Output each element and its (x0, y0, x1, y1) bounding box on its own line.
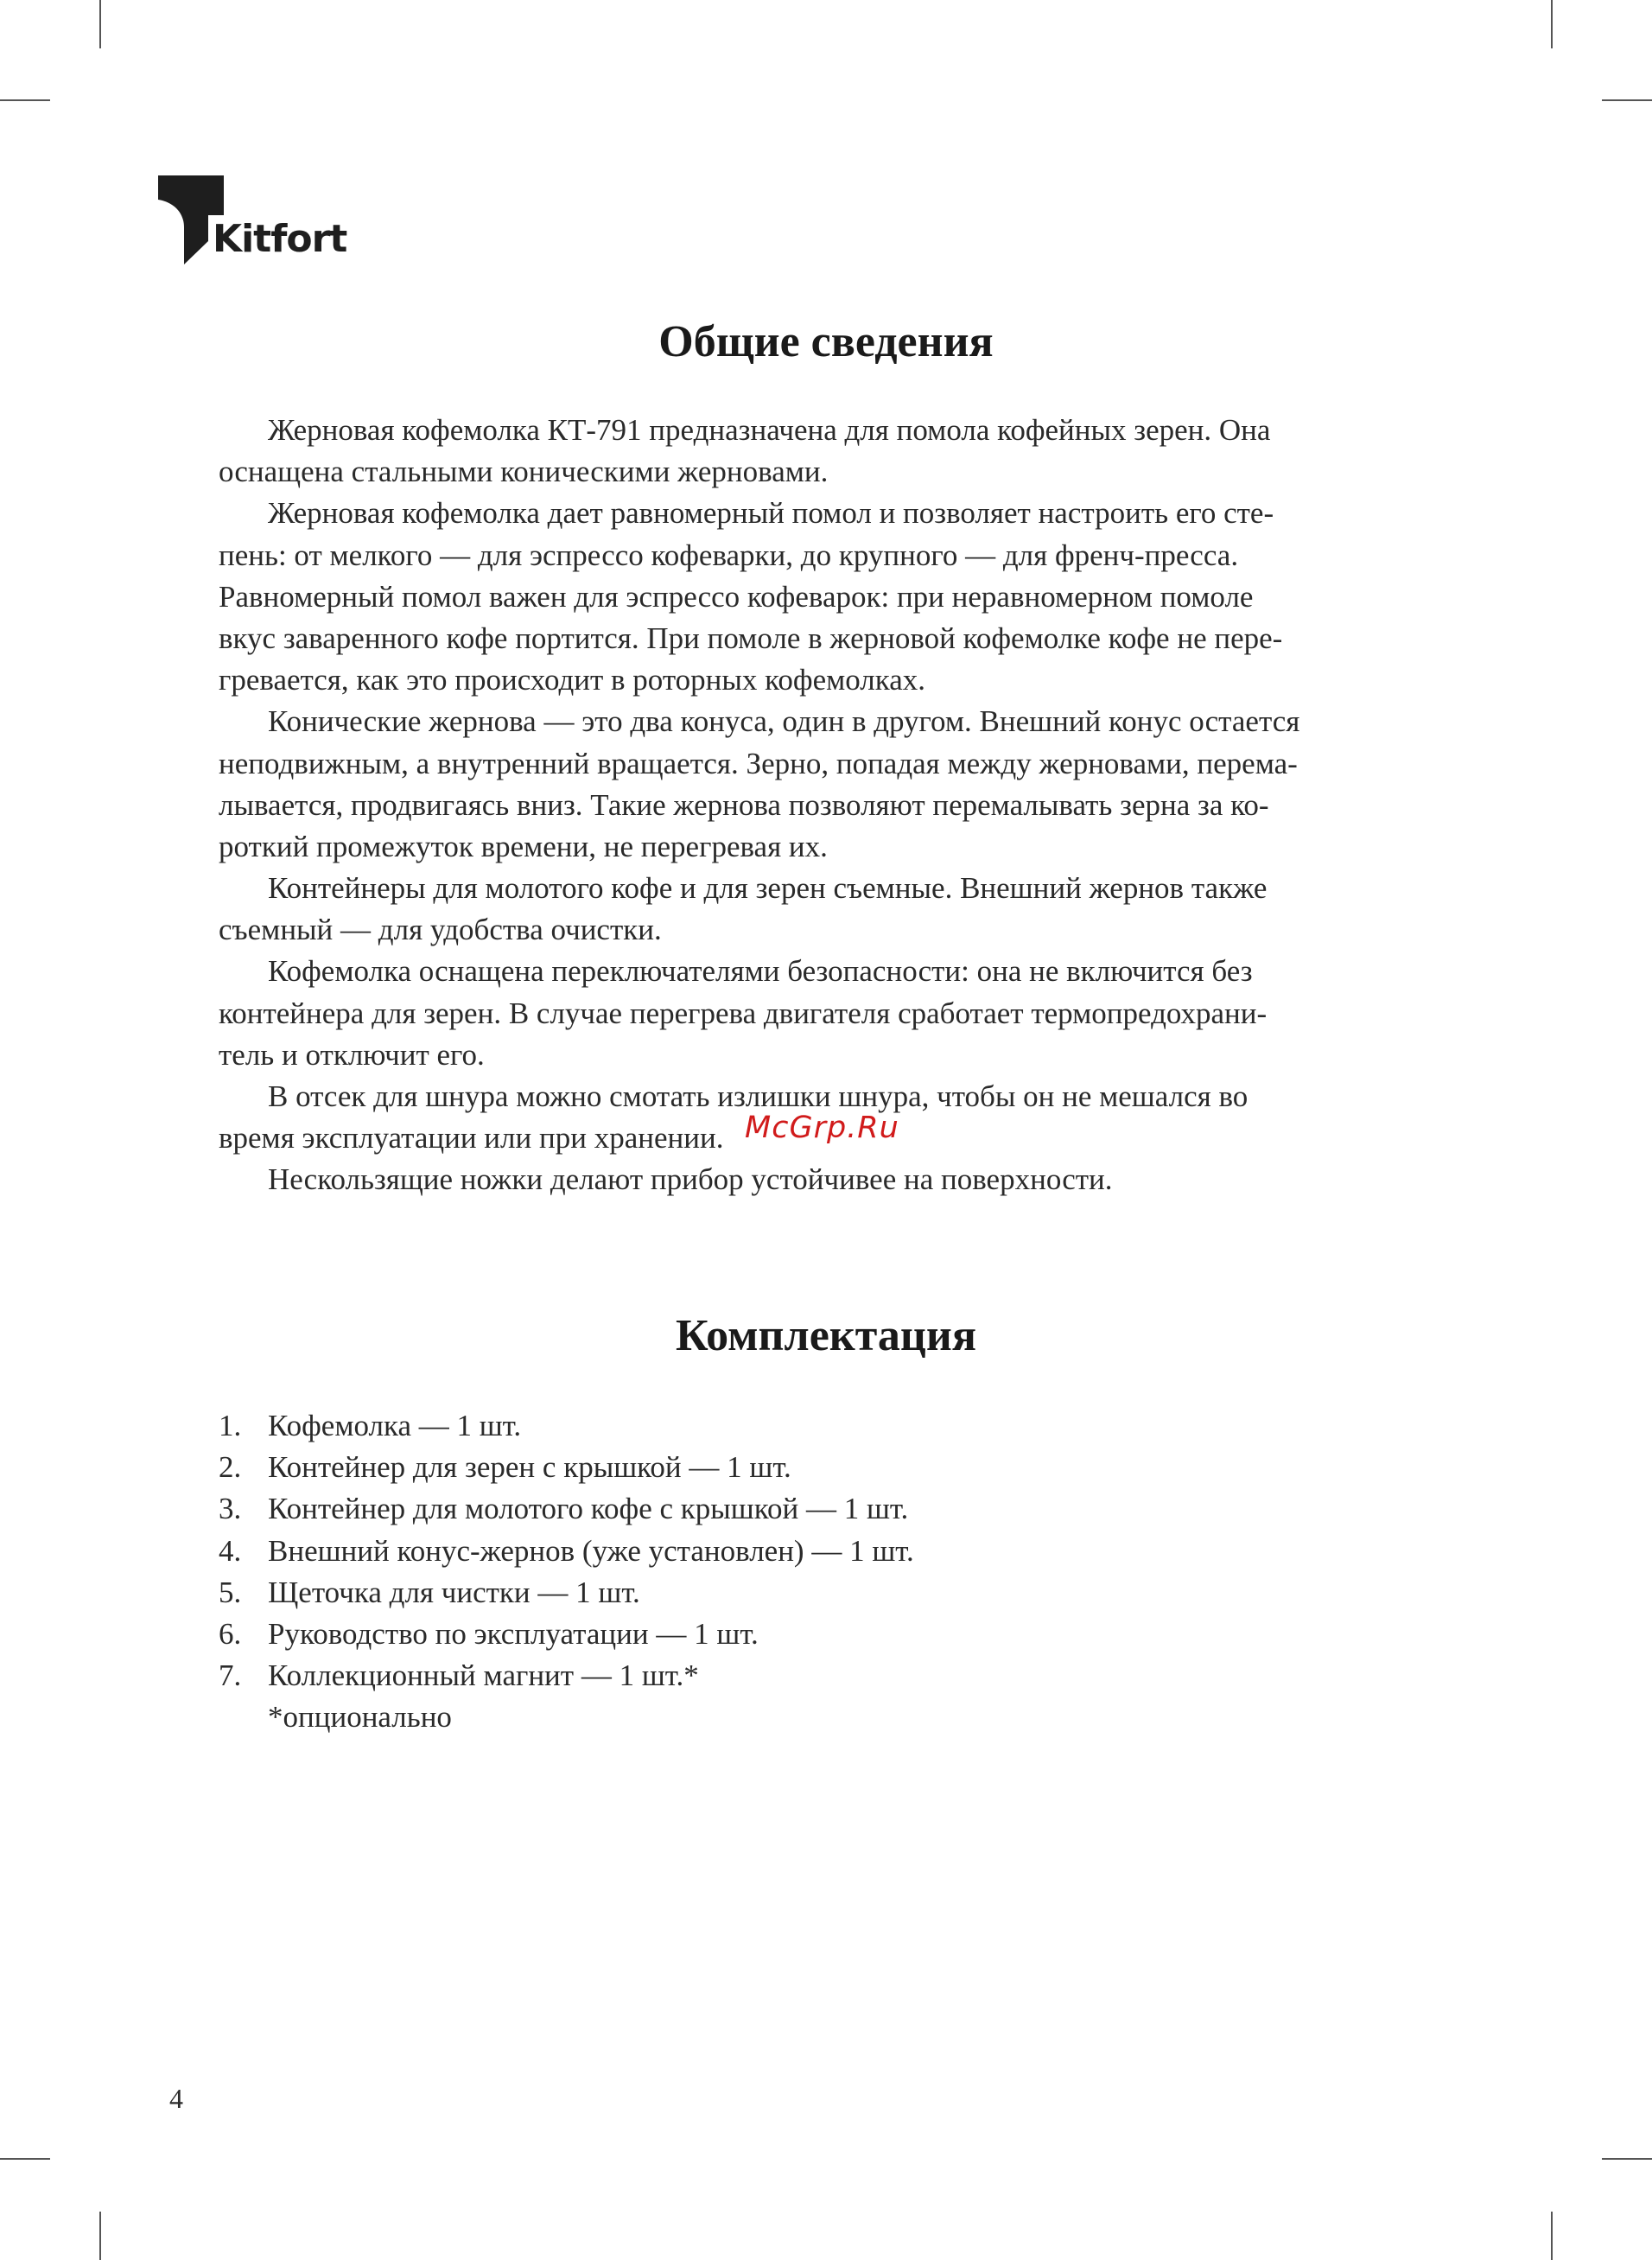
list-item (219, 1572, 1342, 1614)
list-item-text: Кофемолка — 1 шт. (268, 1409, 522, 1442)
list-item-text: Контейнер для молотого кофе с крышкой — 1 шт. (268, 1492, 909, 1526)
text-line: Конические жернова — это два конуса, один в другом. Внешний конус остается (268, 704, 1300, 739)
text-line: пень: от мелкого — для эспрессо кофеварки, до крупного — для френч-пресса. (219, 538, 1239, 572)
text-line: роткий промежуток времени, не перегревая их. (219, 829, 828, 863)
section-title-package-contents: Комплектация (676, 1311, 976, 1360)
list-item (219, 1405, 1342, 1447)
crop-mark-bottom-left-v (99, 2212, 101, 2260)
text-line: Жерновая кофемолка КТ-791 предназначена для помола кофейных зерен. Она (268, 413, 1271, 447)
footnote: *опционально (268, 1700, 452, 1734)
list-item-number: 2. (219, 1450, 242, 1485)
text-line: съемный — для удобства очистки. (219, 913, 662, 947)
text-line: Нескользящие ножки делают прибор устойчивее на поверхности. (268, 1162, 1113, 1197)
list-item-text: Щеточка для чистки — 1 шт. (268, 1575, 640, 1609)
crop-mark-bottom-left-h (0, 2158, 50, 2160)
list-item-number: 3. (219, 1492, 242, 1526)
text-line: Равномерный помол важен для эспрессо кофеварок: при неравномерном помоле (219, 579, 1254, 614)
list-item-text: Контейнер для зерен с крышкой — 1 шт. (268, 1450, 791, 1485)
list-item (219, 1531, 1342, 1572)
kitfort-logo (158, 175, 348, 267)
crop-mark-bottom-right-h (1602, 2158, 1652, 2160)
text-line: тель и отключит его. (219, 1037, 485, 1072)
logo-wordmark: Kitfort (213, 217, 347, 261)
list-item (219, 1447, 1342, 1488)
crop-mark-top-left-v (99, 0, 101, 48)
list-item (219, 1655, 1342, 1697)
list-item-number: 4. (219, 1533, 242, 1568)
list-item (219, 1614, 1342, 1655)
list-item-number: 5. (219, 1575, 242, 1609)
page-number: 4 (169, 2083, 183, 2114)
text-line: Контейнеры для молотого кофе и для зерен съемные. Внешний жернов также (268, 871, 1268, 906)
list-item-number: 7. (219, 1658, 242, 1693)
list-item-text: Внешний конус-жернов (уже установлен) — 1 шт. (268, 1533, 914, 1568)
text-line: контейнера для зерен. В случае перегрева двигателя сработает термопредохрани- (219, 996, 1268, 1030)
list-item-number: 6. (219, 1616, 242, 1651)
list-item-text: Руководство по эксплуатации — 1 шт. (268, 1616, 759, 1651)
section-title-general-info: Общие сведения (658, 317, 994, 366)
watermark: McGrp.Ru (745, 1111, 899, 1145)
list-item-text: Коллекционный магнит — 1 шт.* (268, 1658, 699, 1693)
text-line: оснащена стальными коническими жерновами. (219, 455, 829, 489)
package-contents-list (219, 1405, 1342, 1697)
general-info-text (219, 410, 1454, 1201)
crop-mark-top-right-v (1551, 0, 1553, 48)
text-line: вкус заваренного кофе портится. При помоле в жерновой кофемолке кофе не пере- (219, 621, 1283, 655)
text-line: В отсек для шнура можно смотать излишки шнура, чтобы он не мешался во (268, 1079, 1249, 1113)
text-line: Кофемолка оснащена переключателями безопасности: она не включится без (268, 954, 1253, 989)
text-line: гревается, как это происходит в роторных кофемолках. (219, 663, 926, 697)
crop-mark-bottom-right-v (1551, 2212, 1553, 2260)
crop-mark-top-right-h (1602, 99, 1652, 101)
crop-mark-top-left-h (0, 99, 50, 101)
text-line: неподвижным, а внутренний вращается. Зерно, попадая между жерновами, перема- (219, 746, 1298, 780)
list-item (219, 1488, 1342, 1530)
text-line: Жерновая кофемолка дает равномерный помол и позволяет настроить его сте- (268, 496, 1274, 531)
text-line: время эксплуатации или при хранении. (219, 1121, 724, 1155)
text-line: лывается, продвигаясь вниз. Такие жернова позволяют перемалывать зерна за ко- (219, 787, 1269, 822)
list-item-number: 1. (219, 1409, 242, 1442)
